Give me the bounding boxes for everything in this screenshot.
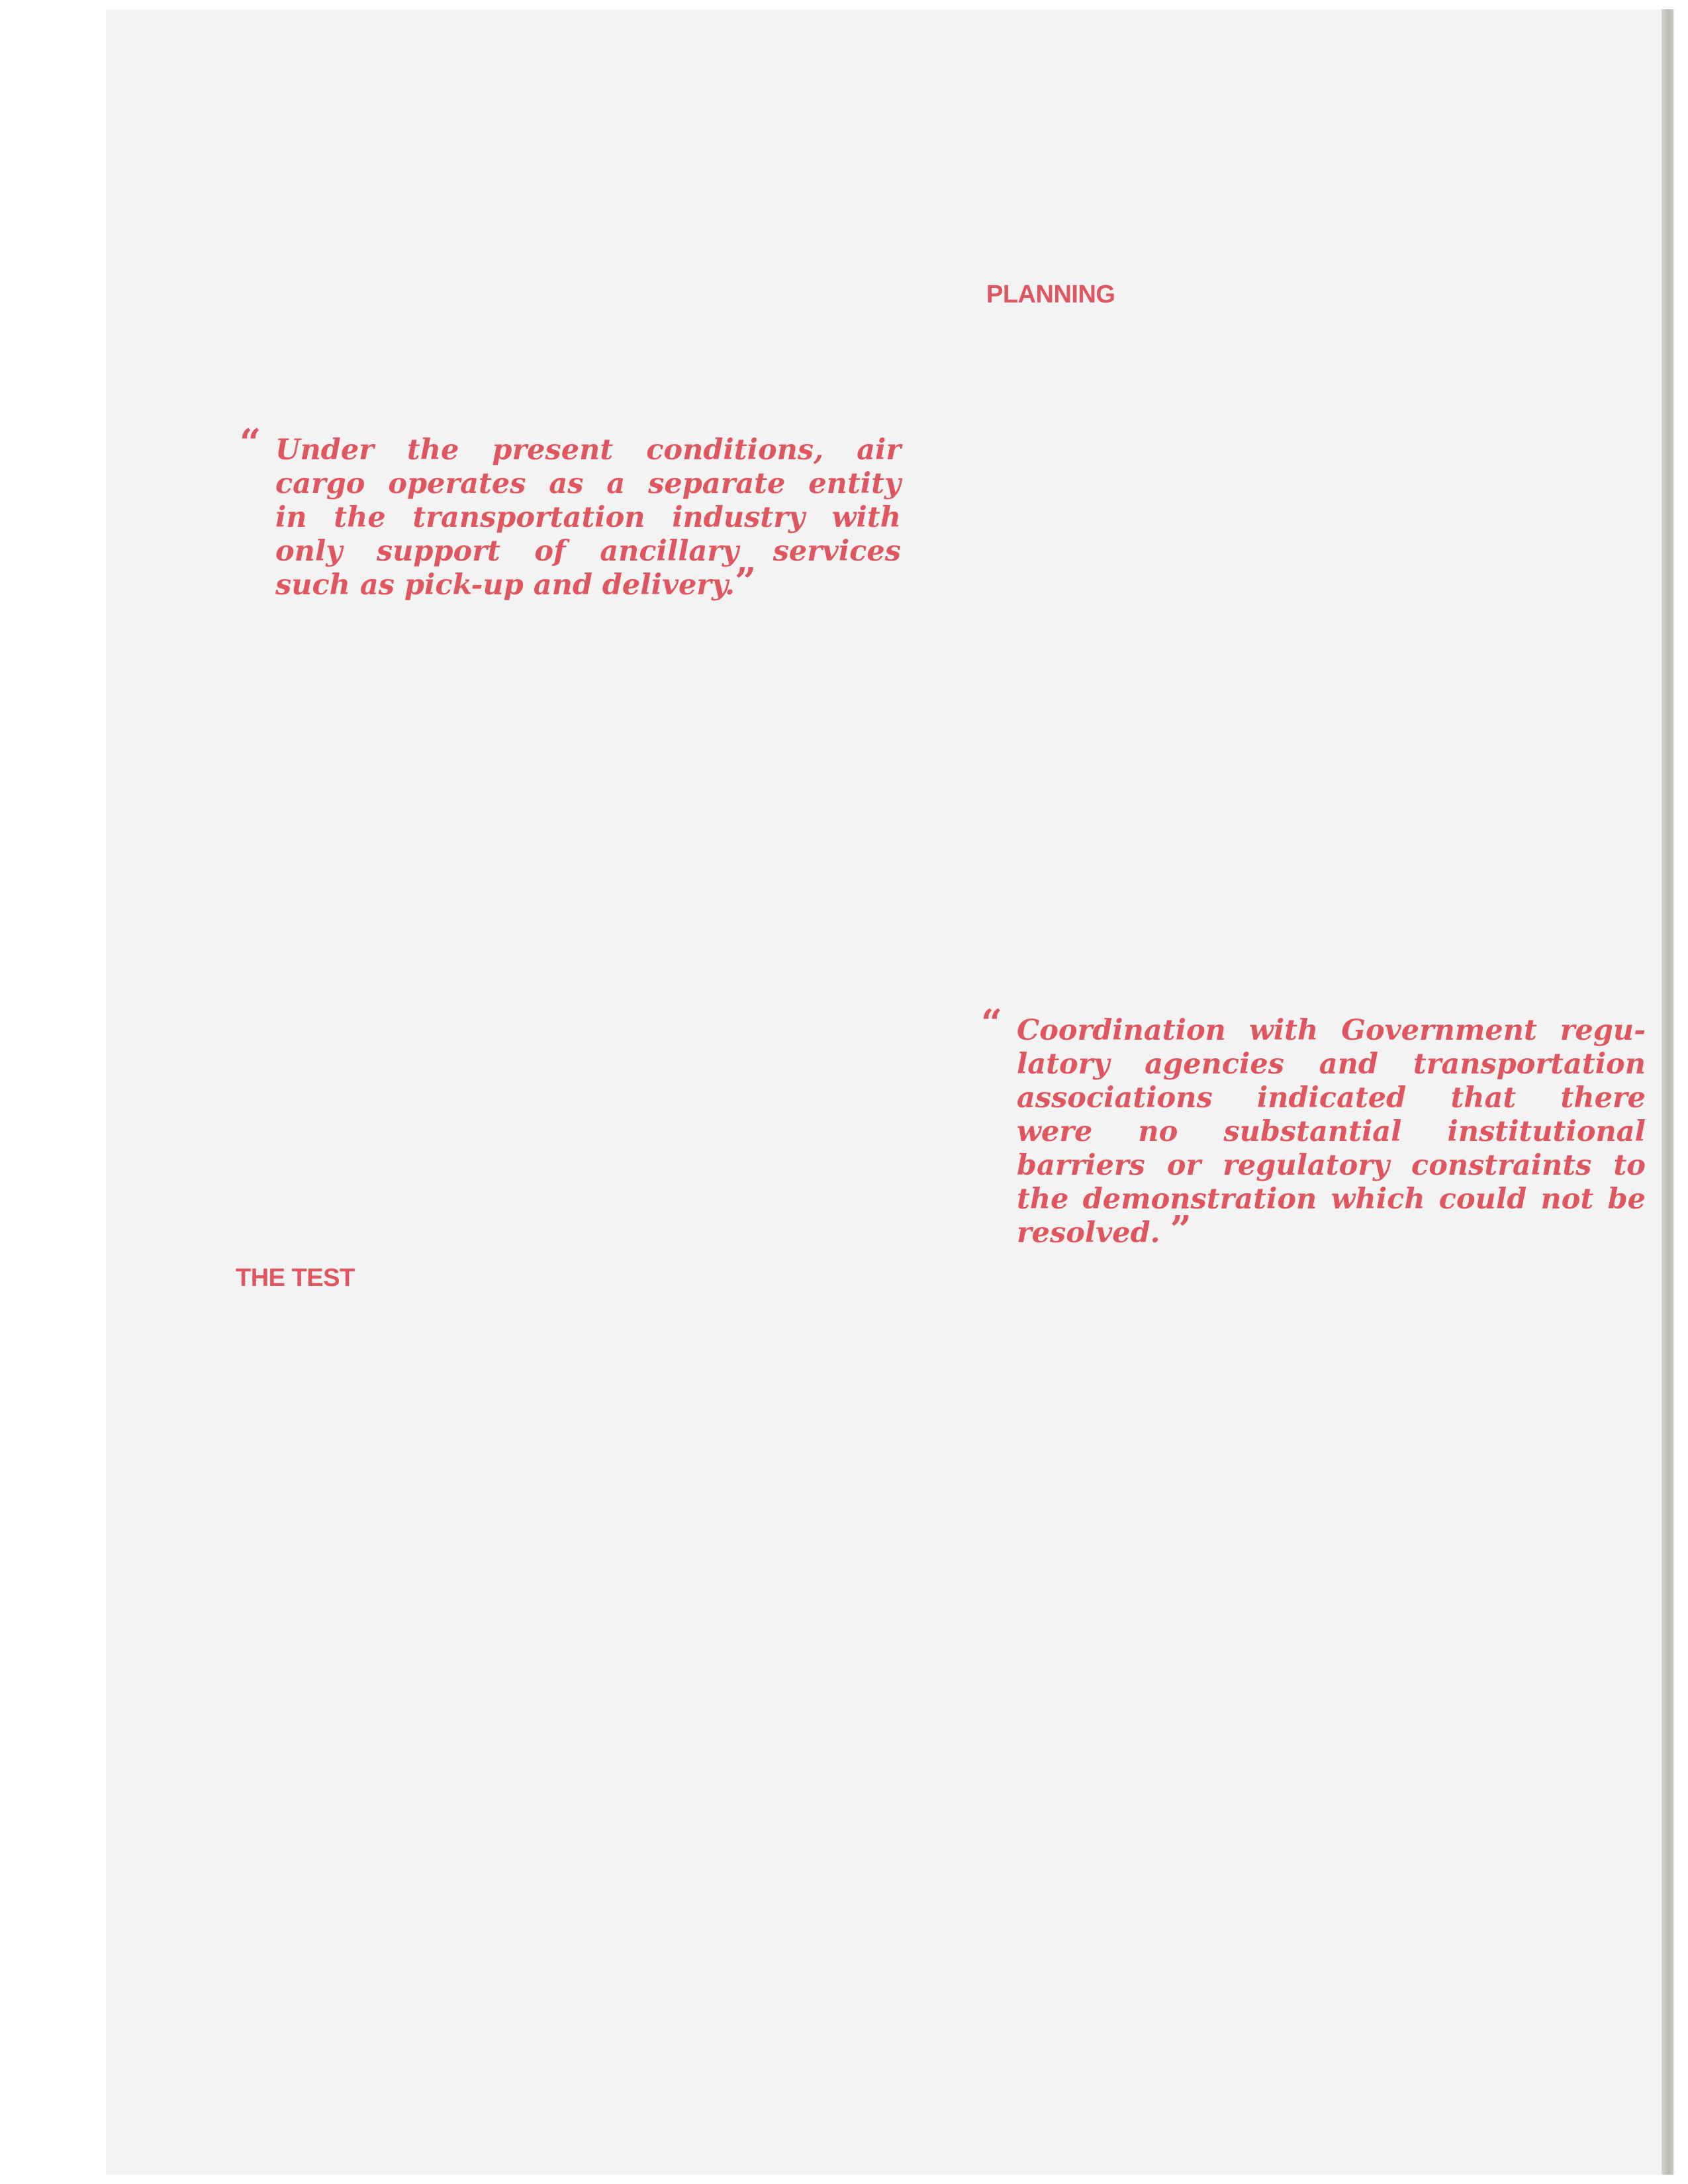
pull-quote-line: Coordination with Government regu- (1017, 1014, 1646, 1047)
pull-quote-line: such as pick-up and delivery. (275, 569, 735, 602)
pull-quote-line: barriers or regulatory constraints to (1017, 1149, 1646, 1182)
pull-quote-line: were no substantial institutional (1017, 1115, 1646, 1148)
pull-quote-line: Under the present conditions, air (275, 433, 901, 467)
section-heading-the-test: THE TEST (236, 1264, 355, 1292)
pull-quote-line: associations indicated that there (1017, 1081, 1646, 1115)
pull-quote-line: latory agencies and transportation (1017, 1048, 1646, 1081)
section-heading-planning: PLANNING (986, 281, 1115, 308)
pull-quote-line: in the transportation industry with (275, 501, 901, 534)
pull-quote-last-line-wrap (1017, 1208, 1646, 1251)
pull-quote-line: resolved. (1017, 1216, 1160, 1250)
close-quote-mark: ” (1170, 1208, 1192, 1251)
pull-quote-line: cargo operates as a separate entity (275, 467, 901, 500)
page-edge-stripe (1662, 9, 1673, 2175)
pull-quote-line: only support of ancillary services (275, 535, 901, 568)
pull-quote-2 (1017, 1014, 1646, 1250)
pull-quote-line: the demonstration which could not be (1017, 1183, 1646, 1216)
pull-quote-1 (275, 433, 901, 602)
pull-quote-last-line-wrap (275, 560, 901, 604)
close-quote-mark: ” (734, 560, 757, 604)
